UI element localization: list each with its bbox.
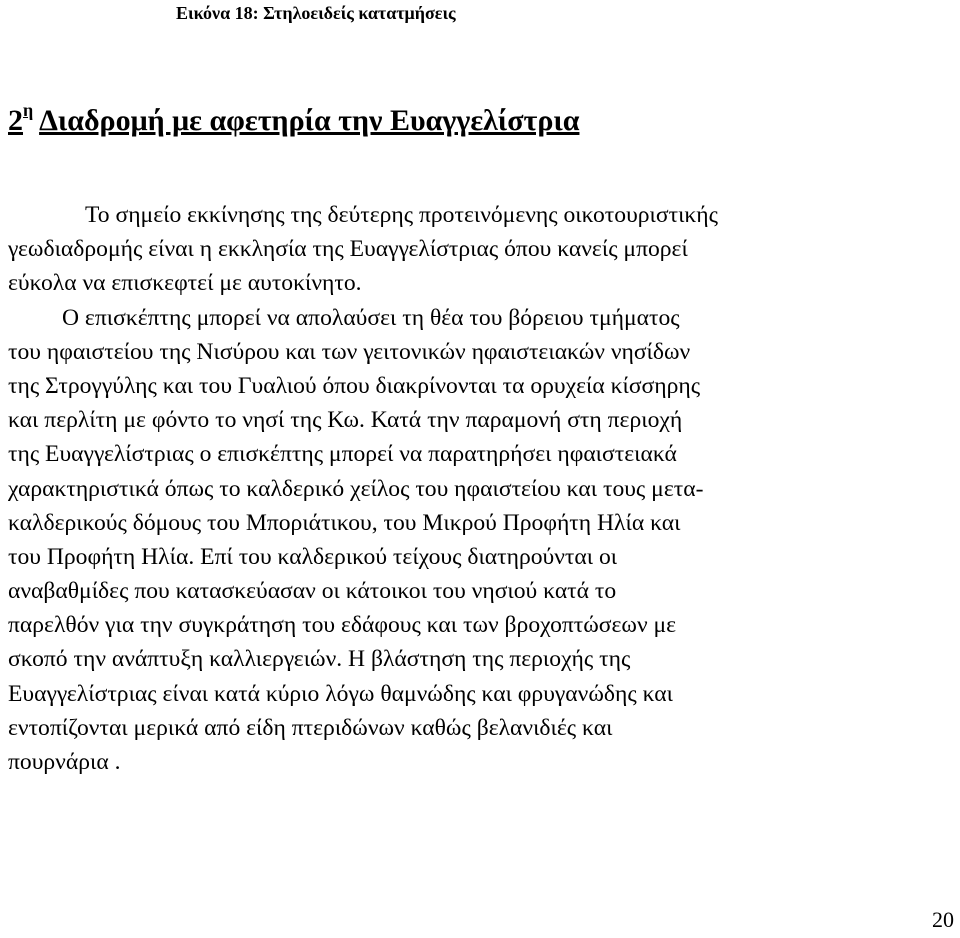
body-line: σκοπό την ανάπτυξη καλλιεργειών. Η βλάστηση της περιοχής της (8, 646, 631, 673)
heading-ordinal-superscript: η (23, 100, 34, 120)
body-line: γεωδιαδρομής είναι η εκκλησία της Ευαγγελίστριας όπου κανείς μπορεί (8, 236, 688, 263)
page-number: 20 (932, 907, 954, 932)
body-line: αναβαθμίδες που κατασκεύασαν οι κάτοικοι του νησιού κατά το (8, 578, 617, 605)
body-paragraph (8, 198, 952, 779)
body-line: εντοπίζονται μερικά από είδη πτεριδώνων καθώς βελανιδιές και (8, 714, 613, 741)
body-line: Το σημείο εκκίνησης της δεύτερης προτεινόμενης οικοτουριστικής (85, 202, 718, 228)
body-line: της Ευαγγελίστριας ο επισκέπτης μπορεί να παρατηρήσει ηφαιστειακά (8, 441, 677, 468)
body-line: του ηφαιστείου της Νισύρου και των γειτονικών ηφαιστειακών νησίδων (8, 338, 691, 365)
body-line: Ο επισκέπτης μπορεί να απολαύσει τη θέα του βόρειου τμήματος (62, 304, 680, 331)
section-heading (8, 88, 579, 143)
body-line: της Στρογγύλης και του Γυαλιού όπου διακρίνονται τα ορυχεία κίσσηρης (8, 372, 701, 399)
heading-title: Διαδρομή με αφετηρία την Ευαγγελίστρια (39, 104, 580, 137)
body-line: καλδερικούς δόμους του Μποριάτικου, του Μικρού Προφήτη Ηλία και (8, 509, 681, 536)
heading-number: 2 (8, 104, 23, 137)
body-line: και περλίτη με φόντο το νησί της Κω. Κατά την παραμονή στη περιοχή (8, 407, 683, 434)
body-line: χαρακτηριστικά όπως το καλδερικό χείλος του ηφαιστείου και τους μετα- (8, 475, 704, 502)
body-line: του Προφήτη Ηλία. Επί του καλδερικού τείχους διατηρούνται οι (8, 543, 618, 570)
body-line: παρελθόν για την συγκράτηση του εδάφους και των βροχοπτώσεων με (8, 612, 677, 639)
body-line: πουρνάρια . (8, 749, 121, 775)
figure-caption: Εικόνα 18: Στηλοειδείς κατατμήσεις (176, 3, 456, 23)
body-line: Ευαγγελίστριας είναι κατά κύριο λόγω θαμνώδης και φρυγανώδης και (8, 680, 673, 707)
body-line: εύκολα να επισκεφτεί με αυτοκίνητο. (8, 270, 362, 297)
